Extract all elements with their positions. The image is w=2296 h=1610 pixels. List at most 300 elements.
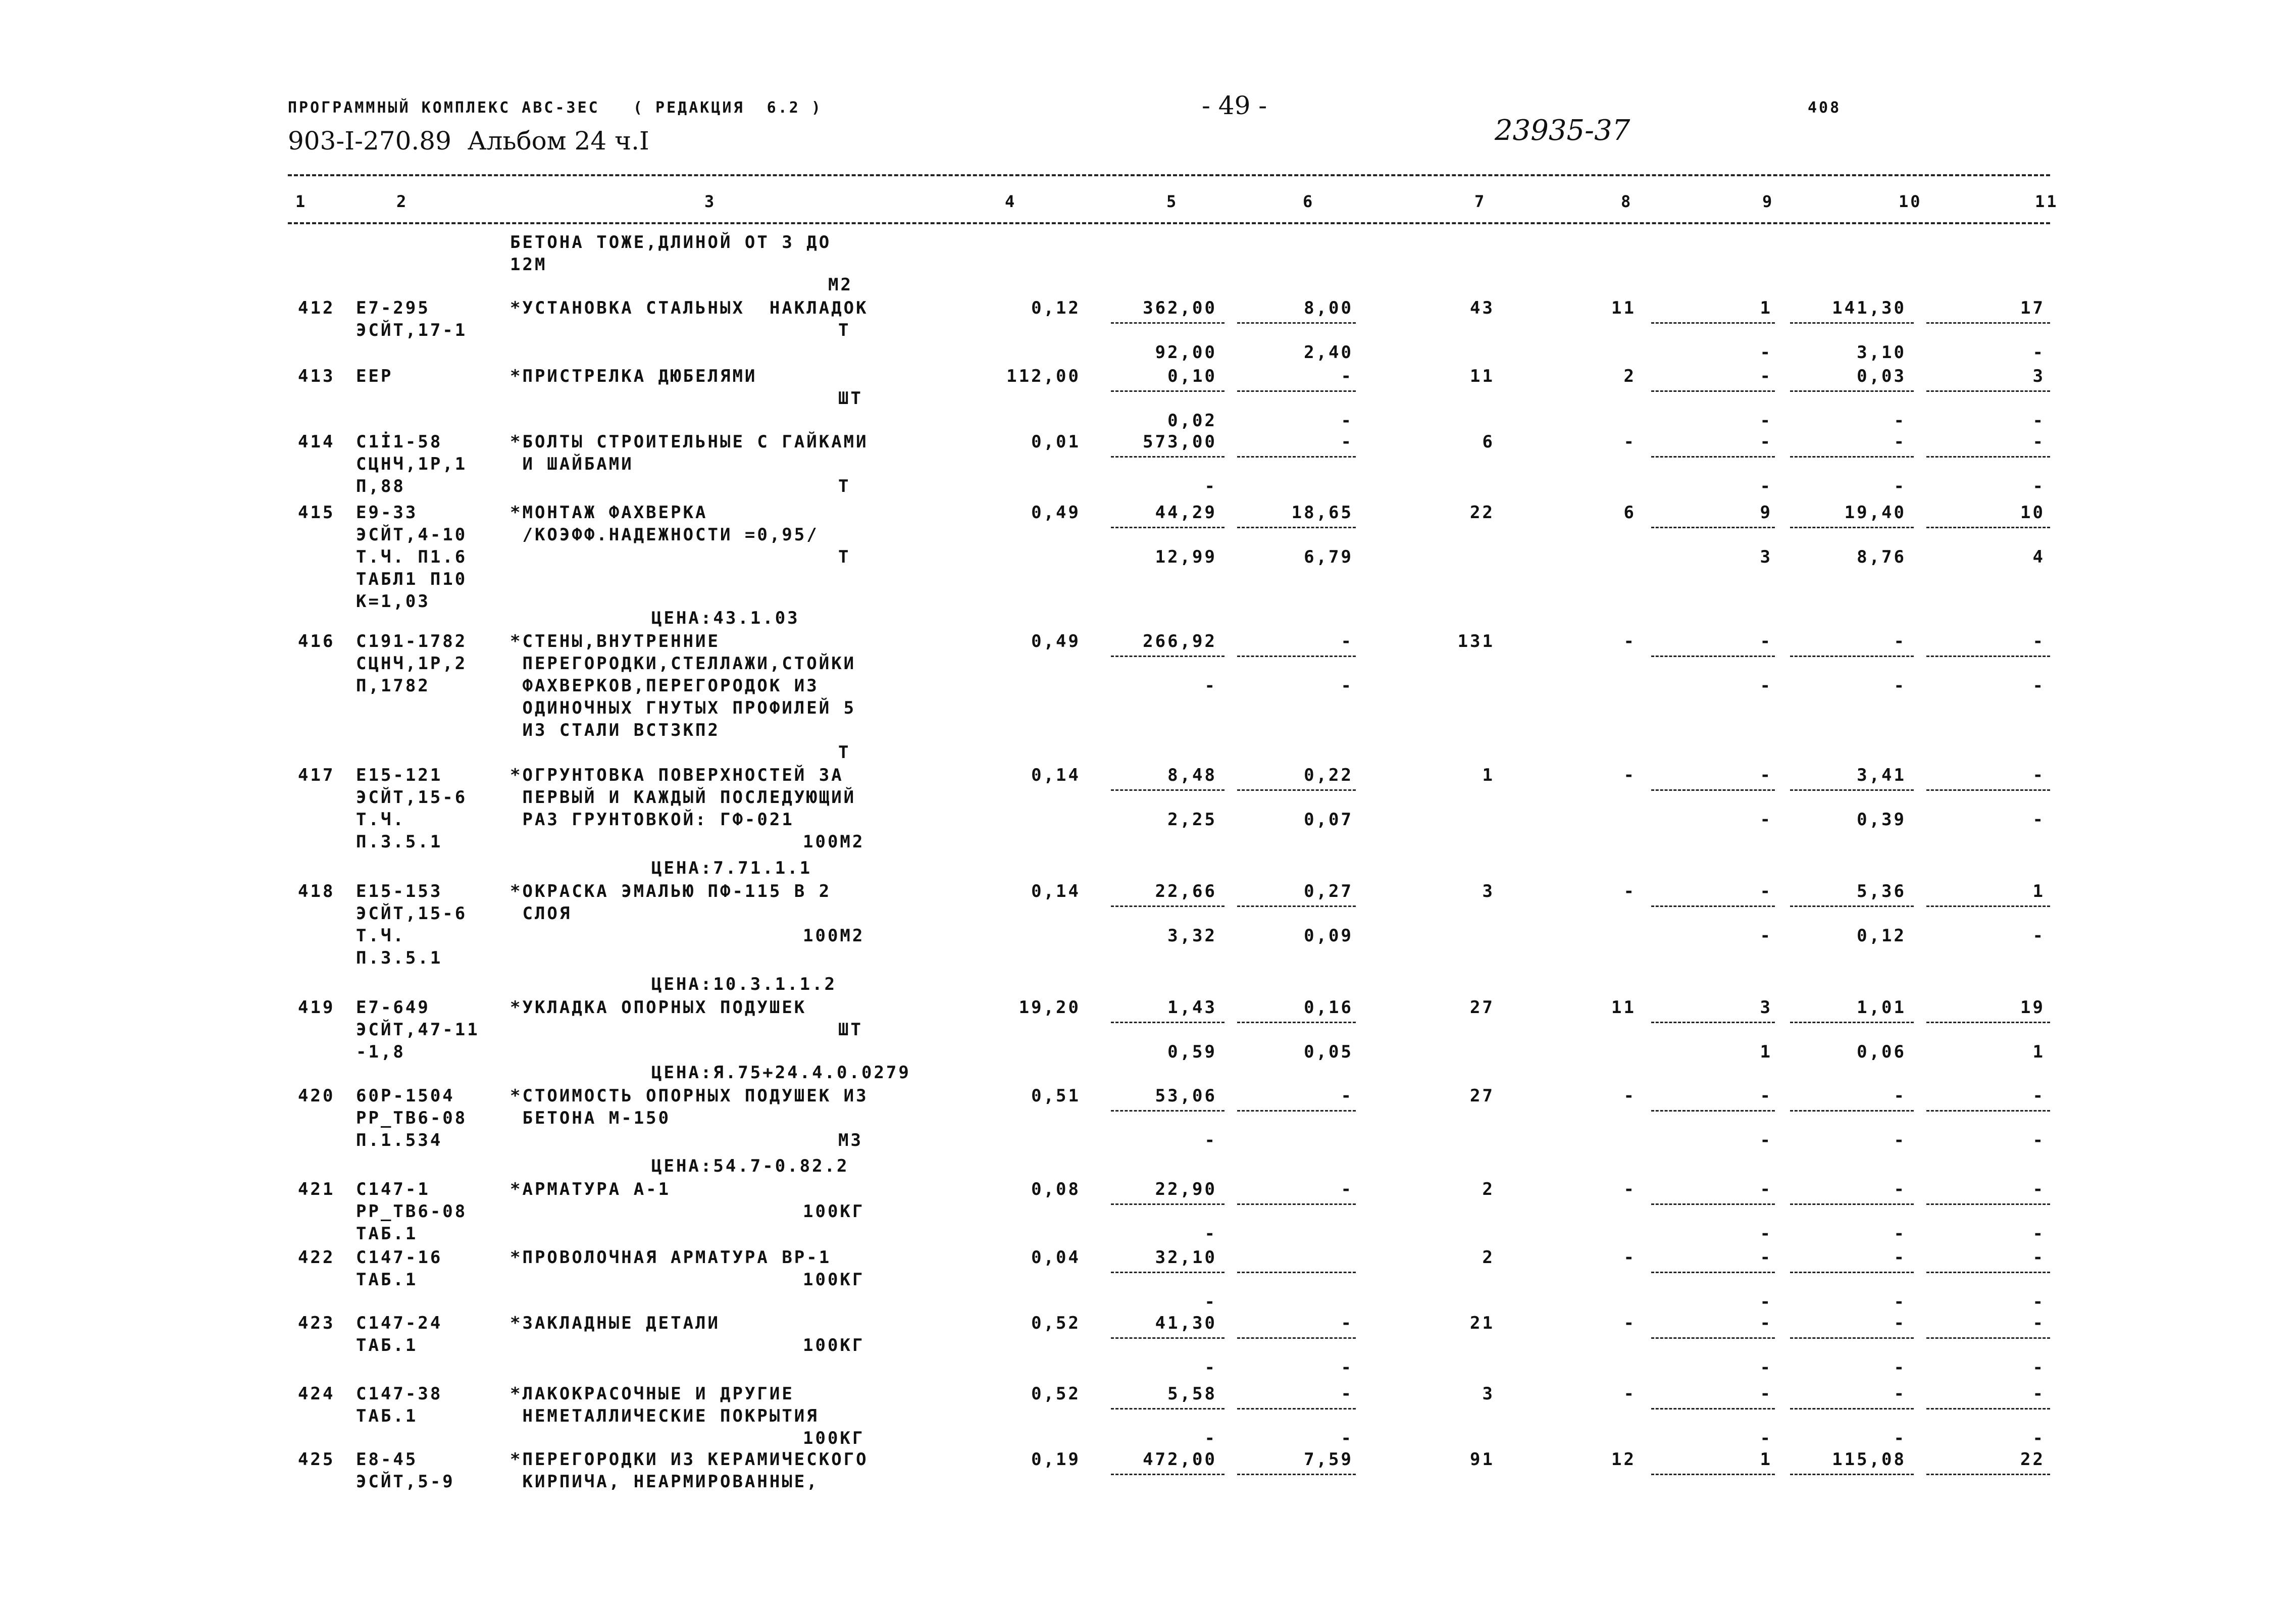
row-cost-wages: - (1204, 1292, 1217, 1312)
subrule-col5 (1111, 656, 1224, 657)
row-cost-total: 573,00 (1143, 432, 1217, 452)
subrule-col10 (1790, 905, 1914, 907)
row-col10: 141,30 (1832, 298, 1906, 318)
row-description: *ЛАКОКРАСОЧНЫЕ И ДРУГИЕ (510, 1384, 794, 1404)
subrule-col6 (1237, 322, 1356, 324)
subrule-col10 (1790, 1474, 1914, 1475)
column-header-1: 1 (295, 192, 308, 211)
row-col7: 22 (1470, 502, 1495, 523)
row-quantity: 0,52 (1031, 1313, 1081, 1333)
row-col11-sub: - (2032, 411, 2045, 431)
subrule-col6 (1237, 656, 1356, 657)
row-number: 424 (298, 1384, 335, 1404)
row-code: С147-1 (356, 1179, 430, 1199)
row-description: НЕМЕТАЛЛИЧЕСКИЕ ПОКРЫТИЯ (510, 1406, 819, 1426)
row-unit: Т (838, 742, 851, 763)
row-description: *АРМАТУРА А-1 (510, 1179, 671, 1199)
row-code: Е15-121 (356, 765, 443, 785)
column-header-9: 9 (1762, 192, 1774, 211)
subrule-col10 (1790, 1272, 1914, 1273)
subrule-col5 (1111, 1272, 1224, 1273)
row-col11: 17 (2020, 298, 2045, 318)
row-code: Т.Ч. (356, 810, 405, 830)
row-price-formula: ЦЕНА:43.1.03 (651, 608, 800, 628)
row-col11: 19 (2020, 997, 2045, 1018)
row-unit: ШТ (838, 1020, 863, 1040)
row-code: ЭСЙТ,15-6 (356, 903, 468, 924)
row-col8: - (1623, 1179, 1636, 1199)
row-unit: 100КГ (803, 1335, 865, 1355)
row-cost-wages: - (1204, 476, 1217, 496)
row-number: 412 (298, 298, 335, 318)
subrule-col6 (1237, 1203, 1356, 1205)
subrule-col5 (1111, 789, 1224, 791)
row-description: ПЕРЕГОРОДКИ,СТЕЛЛАЖИ,СТОЙКИ (510, 653, 856, 674)
row-col8: 11 (1611, 997, 1636, 1018)
row-col11: - (2032, 1313, 2045, 1333)
row-col11-sub: - (2032, 342, 2045, 363)
row-description: КИРПИЧА, НЕАРМИРОВАННЫЕ, (510, 1472, 819, 1492)
row-code: СЦНЧ,1Р,2 (356, 653, 468, 674)
row-cost-total: 362,00 (1143, 298, 1217, 318)
row-code: 60Р-1504 (356, 1086, 455, 1106)
column-header-8: 8 (1621, 192, 1633, 211)
table-header-rule (288, 222, 2050, 224)
row-code: С147-16 (356, 1247, 443, 1268)
stamp-number: 23935-37 (1495, 114, 1630, 147)
subrule-col10 (1790, 1337, 1914, 1339)
subrule-col6 (1237, 1022, 1356, 1023)
row-code: ЭСЙТ,5-9 (356, 1472, 455, 1492)
row-number: 422 (298, 1247, 335, 1268)
row-code: ЭСЙТ,47-11 (356, 1020, 480, 1040)
subrule-col9 (1651, 390, 1775, 392)
column-header-4: 4 (1005, 192, 1017, 211)
row-col9-sub: - (1760, 1357, 1772, 1378)
subrule-col6 (1237, 1110, 1356, 1112)
row-col10: - (1894, 432, 1906, 452)
row-unit: 100М2 (803, 832, 865, 852)
subrule-col11 (1926, 905, 2050, 907)
row-cost-total: 1,43 (1167, 997, 1217, 1018)
row-col8: 12 (1611, 1449, 1636, 1470)
row-col9: - (1760, 765, 1772, 785)
subrule-col5 (1111, 1110, 1224, 1112)
row-col10-sub: - (1894, 1224, 1906, 1244)
subrule-col10 (1790, 1203, 1914, 1205)
row-description: *ЗАКЛАДНЫЕ ДЕТАЛИ (510, 1313, 720, 1333)
row-code: П.3.5.1 (356, 832, 443, 852)
row-unit: Т (838, 320, 851, 340)
subrule-col6 (1237, 789, 1356, 791)
row-col7: 27 (1470, 1086, 1495, 1106)
row-col8: 2 (1623, 366, 1636, 386)
row-description: *ОГРУНТОВКА ПОВЕРХНОСТЕЙ ЗА (510, 765, 844, 785)
row-col11: - (2032, 1384, 2045, 1404)
row-cost-machines: - (1341, 1384, 1353, 1404)
row-col11-sub: - (2032, 1428, 2045, 1448)
row-cost-wages: 2,25 (1167, 810, 1217, 830)
row-description: БЕТОНА ТОЖЕ,ДЛИНОЙ ОТ 3 ДО (510, 232, 832, 253)
row-cost-machines: - (1341, 1179, 1353, 1199)
row-description: БЕТОНА М-150 (510, 1108, 671, 1128)
subrule-col9 (1651, 527, 1775, 528)
page-number: - 49 - (1202, 91, 1267, 120)
row-description: ПЕРВЫЙ И КАЖДЫЙ ПОСЛЕДУЮЩИЙ (510, 787, 856, 808)
subrule-col9 (1651, 1203, 1775, 1205)
subrule-col6 (1237, 527, 1356, 528)
row-code: ТАБ.1 (356, 1270, 418, 1290)
row-col10: - (1894, 1247, 1906, 1268)
row-code: ЕЕР (356, 366, 393, 386)
row-cost-machine-wages: 0,05 (1304, 1042, 1353, 1062)
row-number: 421 (298, 1179, 335, 1199)
row-quantity: 19,20 (1018, 997, 1081, 1018)
row-number: 413 (298, 366, 335, 386)
row-cost-total: 41,30 (1155, 1313, 1217, 1333)
row-col10: 115,08 (1832, 1449, 1906, 1470)
row-code: Т.Ч. (356, 926, 405, 946)
column-header-6: 6 (1303, 192, 1315, 211)
row-price-formula: ЦЕНА:10.3.1.1.2 (651, 974, 837, 994)
row-col9: 3 (1760, 997, 1772, 1018)
row-cost-machines: 8,00 (1304, 298, 1353, 318)
row-col9: - (1760, 1313, 1772, 1333)
row-cost-total: 53,06 (1155, 1086, 1217, 1106)
row-quantity: 0,04 (1031, 1247, 1081, 1268)
subrule-col11 (1926, 1474, 2050, 1475)
row-number: 416 (298, 631, 335, 651)
row-col9: - (1760, 432, 1772, 452)
row-col10-sub: - (1894, 676, 1906, 696)
row-code: ЭСЙТ,15-6 (356, 787, 468, 808)
row-col9-sub: 3 (1760, 547, 1772, 567)
subrule-col11 (1926, 456, 2050, 458)
row-unit: 100КГ (803, 1201, 865, 1222)
subrule-col11 (1926, 1110, 2050, 1112)
row-col11: - (2032, 631, 2045, 651)
row-cost-wages: - (1204, 1224, 1217, 1244)
row-col9: - (1760, 1384, 1772, 1404)
row-col11-sub: - (2032, 1224, 2045, 1244)
row-col11-sub: - (2032, 1357, 2045, 1378)
subrule-col9 (1651, 1474, 1775, 1475)
row-code: СЦНЧ,1Р,1 (356, 454, 468, 474)
row-col11: - (2032, 432, 2045, 452)
row-col11-sub: 1 (2032, 1042, 2045, 1062)
row-description: СЛОЯ (510, 903, 572, 924)
subrule-col10 (1790, 322, 1914, 324)
row-col10-sub: - (1894, 1428, 1906, 1448)
subrule-col11 (1926, 789, 2050, 791)
row-col10-sub: 0,06 (1857, 1042, 1906, 1062)
row-code: С147-24 (356, 1313, 443, 1333)
row-cost-wages: - (1204, 676, 1217, 696)
row-col9: - (1760, 1086, 1772, 1106)
row-cost-machine-wages: - (1341, 1428, 1353, 1448)
row-quantity: 0,14 (1031, 881, 1081, 901)
row-col10: 0,03 (1857, 366, 1906, 386)
row-col8: - (1623, 765, 1636, 785)
subrule-col9 (1651, 905, 1775, 907)
subrule-col11 (1926, 1337, 2050, 1339)
row-unit: 100КГ (803, 1428, 865, 1448)
row-unit: М3 (838, 1130, 863, 1150)
row-col9-sub: - (1760, 342, 1772, 363)
row-cost-machines: - (1341, 1086, 1353, 1106)
column-header-7: 7 (1474, 192, 1487, 211)
row-cost-machines: 0,27 (1304, 881, 1353, 901)
row-col9: - (1760, 631, 1772, 651)
row-col11-sub: - (2032, 1130, 2045, 1150)
row-col9-sub: - (1760, 676, 1772, 696)
row-col11-sub: - (2032, 476, 2045, 496)
row-col11: 1 (2032, 881, 2045, 901)
subrule-col5 (1111, 1337, 1224, 1339)
row-code: РР_ТВ6-08 (356, 1201, 468, 1222)
subrule-col11 (1926, 322, 2050, 324)
row-col9: - (1760, 881, 1772, 901)
row-quantity: 0,12 (1031, 298, 1081, 318)
subrule-col9 (1651, 1272, 1775, 1273)
document-reference: 903-I-270.89 Альбом 24 ч.I (288, 126, 649, 156)
row-code: П.3.5.1 (356, 948, 443, 968)
row-col7: 43 (1470, 298, 1495, 318)
row-cost-machines: 0,22 (1304, 765, 1353, 785)
row-col10: - (1894, 1384, 1906, 1404)
row-col9: 1 (1760, 1449, 1772, 1470)
row-code: ТАБ.1 (356, 1406, 418, 1426)
row-description: *СТЕНЫ,ВНУТРЕННИЕ (510, 631, 720, 651)
row-cost-machine-wages: - (1341, 1357, 1353, 1378)
row-col8: - (1623, 432, 1636, 452)
subrule-col5 (1111, 456, 1224, 458)
row-code: С147-38 (356, 1384, 443, 1404)
row-price-formula: ЦЕНА:7.71.1.1 (651, 858, 812, 878)
row-col10-sub: 3,10 (1857, 342, 1906, 363)
subrule-col6 (1237, 1474, 1356, 1475)
subrule-col9 (1651, 1337, 1775, 1339)
row-unit: Т (838, 547, 851, 567)
column-header-3: 3 (704, 192, 717, 211)
row-cost-machine-wages: - (1341, 676, 1353, 696)
row-col7: 27 (1470, 997, 1495, 1018)
row-col9-sub: - (1760, 1428, 1772, 1448)
row-quantity: 0,14 (1031, 765, 1081, 785)
row-description: И ШАЙБАМИ (510, 454, 634, 474)
row-col9: - (1760, 1247, 1772, 1268)
row-description: *ПЕРЕГОРОДКИ ИЗ КЕРАМИЧЕСКОГО (510, 1449, 869, 1470)
row-cost-wages: 3,32 (1167, 926, 1217, 946)
column-header-10: 10 (1899, 192, 1922, 211)
row-code: ЭСЙТ,17-1 (356, 320, 468, 340)
subrule-col9 (1651, 1408, 1775, 1410)
row-cost-machines: 18,65 (1291, 502, 1353, 523)
row-description: ИЗ СТАЛИ ВСТ3КП2 (510, 720, 720, 740)
row-col11-sub: - (2032, 676, 2045, 696)
row-col9-sub: - (1760, 1224, 1772, 1244)
row-cost-total: 5,58 (1167, 1384, 1217, 1404)
row-col10-sub: - (1894, 1292, 1906, 1312)
row-code: ТАБ.1 (356, 1335, 418, 1355)
subrule-col5 (1111, 1408, 1224, 1410)
row-cost-machine-wages: 2,40 (1304, 342, 1353, 363)
row-unit-top: М2 (828, 275, 853, 295)
row-cost-wages: - (1204, 1357, 1217, 1378)
row-col11: 3 (2032, 366, 2045, 386)
row-cost-total: 0,10 (1167, 366, 1217, 386)
subrule-col5 (1111, 1022, 1224, 1023)
row-unit: 100КГ (803, 1270, 865, 1290)
row-col8: - (1623, 1313, 1636, 1333)
subrule-col6 (1237, 1272, 1356, 1273)
row-unit: ШТ (838, 388, 863, 409)
row-code: С191-1782 (356, 631, 468, 651)
subrule-col6 (1237, 1337, 1356, 1339)
row-quantity: 0,01 (1031, 432, 1081, 452)
row-description: ОДИНОЧНЫХ ГНУТЫХ ПРОФИЛЕЙ 5 (510, 698, 856, 718)
row-description: *ПРОВОЛОЧНАЯ АРМАТУРА ВР-1 (510, 1247, 832, 1268)
row-col10-sub: 0,39 (1857, 810, 1906, 830)
row-cost-total: 44,29 (1155, 502, 1217, 523)
subrule-col5 (1111, 905, 1224, 907)
row-code: Е9-33 (356, 502, 418, 523)
row-code: Т.Ч. П1.6 (356, 547, 468, 567)
row-col7: 131 (1457, 631, 1495, 651)
row-description: ФАХВЕРКОВ,ПЕРЕГОРОДОК ИЗ (510, 676, 819, 696)
row-cost-wages: - (1204, 1130, 1217, 1150)
row-description: /КОЭФФ.НАДЕЖНОСТИ =0,95/ (510, 525, 819, 545)
row-quantity: 0,51 (1031, 1086, 1081, 1106)
subrule-col6 (1237, 390, 1356, 392)
row-unit: Т (838, 476, 851, 496)
row-col9-sub: 1 (1760, 1042, 1772, 1062)
row-col8: - (1623, 881, 1636, 901)
row-number: 414 (298, 432, 335, 452)
row-code: П,1782 (356, 676, 430, 696)
row-cost-wages: 92,00 (1155, 342, 1217, 363)
row-col10: 3,41 (1857, 765, 1906, 785)
row-col8: - (1623, 1247, 1636, 1268)
subrule-col9 (1651, 1022, 1775, 1023)
row-description: *УСТАНОВКА СТАЛЬНЫХ НАКЛАДОК (510, 298, 869, 318)
row-col9: - (1760, 1179, 1772, 1199)
row-col10: 19,40 (1844, 502, 1906, 523)
row-cost-wages: 12,99 (1155, 547, 1217, 567)
row-col11: - (2032, 1086, 2045, 1106)
row-col10-sub: 0,12 (1857, 926, 1906, 946)
row-col8: - (1623, 1086, 1636, 1106)
row-number: 423 (298, 1313, 335, 1333)
row-col7: 3 (1482, 881, 1495, 901)
row-cost-wages: 0,02 (1167, 411, 1217, 431)
subrule-col5 (1111, 527, 1224, 528)
row-cost-machines: 0,16 (1304, 997, 1353, 1018)
subrule-col10 (1790, 390, 1914, 392)
subrule-col11 (1926, 527, 2050, 528)
row-col9-sub: - (1760, 476, 1772, 496)
row-col11-sub: - (2032, 1292, 2045, 1312)
row-cost-machine-wages: 0,09 (1304, 926, 1353, 946)
row-quantity: 0,49 (1031, 631, 1081, 651)
row-col9: - (1760, 366, 1772, 386)
row-col11: - (2032, 1247, 2045, 1268)
row-description: *БОЛТЫ СТРОИТЕЛЬНЫЕ С ГАЙКАМИ (510, 432, 869, 452)
row-number: 425 (298, 1449, 335, 1470)
row-col8: 11 (1611, 298, 1636, 318)
page-code: 408 (1808, 99, 1842, 117)
row-col10: - (1894, 1313, 1906, 1333)
row-col7: 91 (1470, 1449, 1495, 1470)
row-description: *УКЛАДКА ОПОРНЫХ ПОДУШЕК (510, 997, 807, 1018)
row-cost-total: 22,90 (1155, 1179, 1217, 1199)
column-header-11: 11 (2035, 192, 2059, 211)
subrule-col11 (1926, 656, 2050, 657)
row-col8: - (1623, 631, 1636, 651)
row-price-formula: ЦЕНА:54.7-0.82.2 (651, 1156, 849, 1176)
subrule-col10 (1790, 1408, 1914, 1410)
row-cost-total: 22,66 (1155, 881, 1217, 901)
row-col10: - (1894, 1179, 1906, 1199)
row-cost-machines: - (1341, 432, 1353, 452)
row-col9-sub: - (1760, 1130, 1772, 1150)
row-code: -1,8 (356, 1042, 405, 1062)
subrule-col9 (1651, 456, 1775, 458)
row-code: Е7-649 (356, 997, 430, 1018)
row-unit: 100М2 (803, 926, 865, 946)
row-code: ТАБ.1 (356, 1224, 418, 1244)
column-header-5: 5 (1166, 192, 1179, 211)
row-quantity: 112,00 (1006, 366, 1081, 386)
row-cost-machine-wages: - (1341, 411, 1353, 431)
subrule-col5 (1111, 390, 1224, 392)
row-number: 418 (298, 881, 335, 901)
row-code: П.1.534 (356, 1130, 443, 1150)
row-description: РАЗ ГРУНТОВКОЙ: ГФ-021 (510, 810, 794, 830)
subrule-col11 (1926, 390, 2050, 392)
row-cost-total: 32,10 (1155, 1247, 1217, 1268)
subrule-col11 (1926, 1408, 2050, 1410)
row-number: 415 (298, 502, 335, 523)
row-cost-wages: - (1204, 1428, 1217, 1448)
row-code: РР_ТВ6-08 (356, 1108, 468, 1128)
subrule-col6 (1237, 456, 1356, 458)
subrule-col5 (1111, 1203, 1224, 1205)
subrule-col11 (1926, 1272, 2050, 1273)
row-col7: 2 (1482, 1179, 1495, 1199)
row-col9-sub: - (1760, 1292, 1772, 1312)
row-col7: 11 (1470, 366, 1495, 386)
subrule-col10 (1790, 1110, 1914, 1112)
row-col10-sub: - (1894, 1357, 1906, 1378)
row-col10-sub: - (1894, 476, 1906, 496)
row-col11: - (2032, 1179, 2045, 1199)
row-col7: 21 (1470, 1313, 1495, 1333)
row-cost-total: 266,92 (1143, 631, 1217, 651)
subrule-col9 (1651, 322, 1775, 324)
row-col9-sub: - (1760, 810, 1772, 830)
row-description: 12М (510, 255, 547, 275)
row-cost-machine-wages: 6,79 (1304, 547, 1353, 567)
row-col10: - (1894, 631, 1906, 651)
row-code: Е15-153 (356, 881, 443, 901)
subrule-col5 (1111, 1474, 1224, 1475)
row-cost-machines: - (1341, 631, 1353, 651)
subrule-col5 (1111, 322, 1224, 324)
row-col11: 22 (2020, 1449, 2045, 1470)
row-col11-sub: 4 (2032, 547, 2045, 567)
row-quantity: 0,49 (1031, 502, 1081, 523)
